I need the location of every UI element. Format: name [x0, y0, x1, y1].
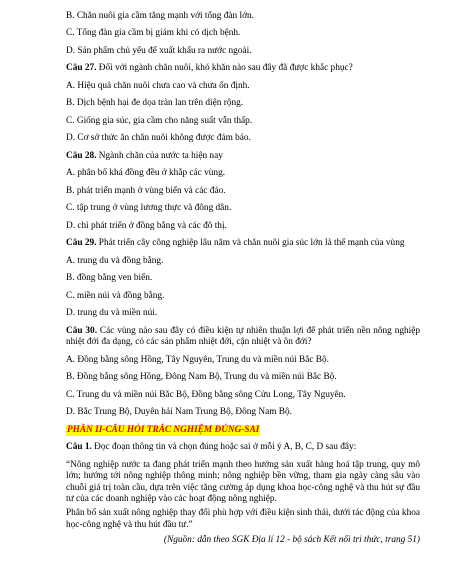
q28-option-d: D. chỉ phát triển ở đồng bằng và các đô thị.	[66, 220, 227, 231]
q29-option-a: A. trung du và đồng bằng.	[66, 255, 164, 266]
option-b-top: B. Chăn nuôi gia cầm tăng mạnh với tổng đàn lớn.	[66, 11, 254, 21]
q30-option-a: A. Đồng bằng sông Hồng, Tây Nguyên, Trung du và miền núi Bắc Bộ.	[66, 354, 329, 365]
q28-option-c: C. tập trung ở vùng lương thực và đông dân.	[66, 203, 232, 214]
true-false-question-1	[66, 442, 420, 454]
question-27-label: Câu 27.	[66, 63, 97, 74]
section-2-heading: PHẦN II-CÂU HỎI TRẮC NGHIỆM ĐÚNG-SAI	[67, 424, 260, 435]
question-28-label: Câu 28.	[66, 150, 97, 161]
question-30	[66, 326, 420, 349]
quote-source: (Nguồn: dẫn theo SGK Địa lí 12 - bộ sách Kết nối tri thức, trang 51)	[163, 535, 420, 546]
q30-option-b: B. Đồng bằng sông Hồng, Đông Nam Bộ, Trung du và miền núi Bắc Bộ.	[66, 372, 337, 383]
q28-option-b: B. phát triển mạnh ở vùng biển và các đảo.	[66, 185, 226, 196]
q27-option-b: B. Dịch bệnh hại đe dọa tràn lan trên diện rộng.	[66, 98, 244, 109]
q29-option-b: B. đồng bằng ven biển.	[66, 273, 153, 284]
tf-question-1-label: Câu 1.	[66, 442, 92, 453]
quote-paragraph-2: Phân bố sản xuất nông nghiệp thay đổi phù hợp với điều kiện sinh thái, dưới tác động của khoa học-công nghệ và thu hút đầu tư.”	[66, 508, 420, 530]
q30-option-d: D. Bắc Trung Bộ, Duyên hải Nam Trung Bộ, Đông Nam Bộ.	[66, 407, 292, 418]
question-30-label: Câu 30.	[66, 325, 98, 336]
q29-option-c: C. miền núi và đồng bằng.	[66, 290, 165, 301]
q27-option-a: A. Hiệu quả chăn nuôi chưa cao và chưa ổn định.	[66, 80, 250, 91]
question-29	[66, 238, 420, 250]
question-29-text: Phát triển cây công nghiệp lâu năm và chăn nuôi gia súc lớn là thế mạnh của vùng	[96, 238, 405, 249]
question-27	[66, 63, 420, 75]
question-29-label: Câu 29.	[66, 238, 97, 249]
q27-option-c: C. Giống gia súc, gia cầm cho năng suất vẫn thấp.	[66, 115, 253, 126]
q29-option-d: D. trung du và miền núi.	[66, 308, 158, 319]
q27-option-d: D. Cơ sở thức ăn chăn nuôi không được đảm bảo.	[66, 133, 251, 144]
q28-option-a: A. phân bố khá đồng đều ở khắp các vùng.	[66, 168, 226, 179]
question-27-text: Đối với ngành chăn nuôi, khó khăn nào sau đây đã được khắc phục?	[96, 63, 353, 74]
question-30-text: Các vùng nào sau đây có điều kiện tự nhiên thuận lợi để phát triển nền nông nghiệp nhiệt đới đa dạng, có các sản phẩm nhiệt đới, cận nhiệt và ôn đới?	[66, 325, 420, 348]
quote-paragraph-1: “Nông nghiệp nước ta đang phát triển mạnh theo hướng sản xuất hàng hoá tập trung, quy mô lớn; hướng tới nông nghiệp thông minh; nông nghiệp bền vững, tham gia ngày càng sâu vào chuỗi giá trị toàn cầu, dựa trên việc tăng cường áp dụng khoa học-công nghệ và thu hút sự đầu tư của các doanh nghiệp vào các hoạt động nông nghiệp.	[66, 459, 420, 505]
question-28	[66, 151, 420, 163]
q30-option-c: C. Trung du và miền núi Bắc Bộ, Đồng bằng sông Cửu Long, Tây Nguyên.	[66, 389, 346, 400]
option-c-top: C. Tổng đàn gia cầm bị giảm khi có dịch bệnh.	[66, 28, 241, 39]
tf-question-1-text: Đọc đoạn thông tin và chọn đúng hoặc sai ở mỗi ý A, B, C, D sau đây:	[91, 442, 357, 453]
option-d-top: D. Sản phẩm chủ yếu để xuất khẩu ra nước ngoài.	[66, 45, 252, 56]
question-28-text: Ngành chăn của nước ta hiện nay	[96, 150, 223, 161]
